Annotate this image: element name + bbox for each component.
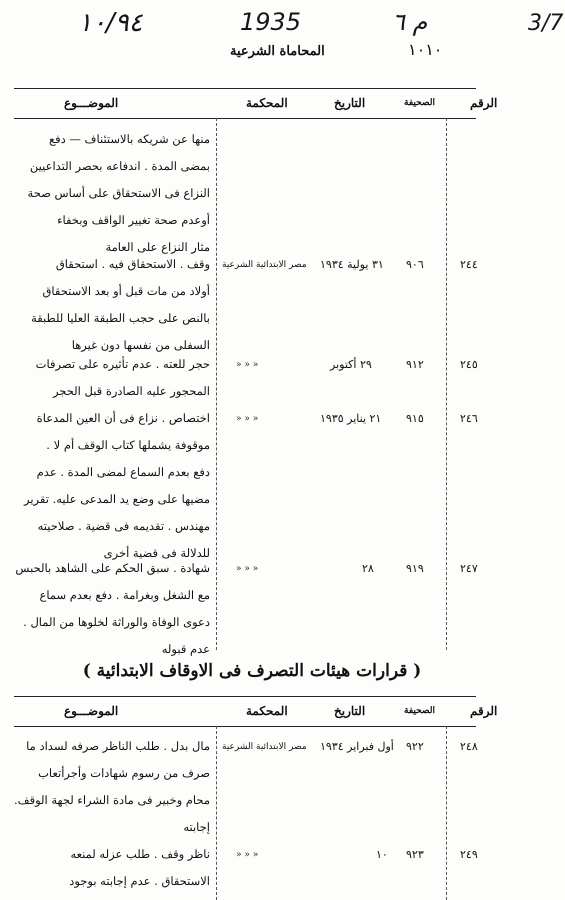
column-divider [216,118,217,650]
row-court: « « « [236,414,259,424]
row-number: ٢٤٧ [460,562,478,575]
handwritten-page-mark: م ٦ [392,8,428,36]
row-page: ٩١٥ [406,412,424,425]
col-number-header: الرقم [470,96,498,110]
subject-cell: منها عن شريكه بالاستئناف — دفع بمضى المدة . اندفاعه بحصر التداعيين النزاع فى الاستحقاق على أساس صحة أوعدم صحة تغيير الواقف وبخفاء مثار النزاع على العامة [27,132,210,254]
row-number: ٢٤٩ [460,848,478,861]
handwritten-reference: ١٠/٩٤ [78,8,143,38]
col-date-header: التاريخ [334,96,366,110]
col-subject-header: الموضـــوع [64,96,119,110]
column-divider [446,726,447,900]
subject-cell: وقف . الاستحقاق فيه . استحقاق أولاد من مات قبل أو بعد الاستحقاق بالنص على حجب الطبقة العليا للطبقة السفلى من نفسها دون غيرها [31,257,210,352]
subject-cell: حجر للعته . عدم تأثيره على تصرفات المحجور عليه الصادرة قبل الحجر [35,357,210,398]
row-page: ٩٢٢ [406,740,424,753]
row-page: ٩٢٣ [406,848,424,861]
row-number: ٢٤٤ [460,258,478,271]
header-rule [14,118,476,119]
row-court: « « « [236,850,259,860]
row-page: ٩٠٦ [406,258,424,271]
col-court-header: المحكمة [246,704,288,718]
row-date: ٢٨ [362,562,374,575]
row-court: مصر الابتدائية الشرعية [222,260,307,270]
row-number: ٢٤٨ [460,740,478,753]
section-title: ( قرارات هيئات التصرف فى الاوقاف الابتدائية ) [82,661,422,681]
subject-cell: شهادة . سبق الحكم على الشاهد بالحبس مع الشغل وبغرامة . دفع بعدم سماع دعوى الوفاة والوراثة لخلوها من المال . عدم قبوله [15,561,210,656]
col-subject-header: الموضـــوع [64,704,119,718]
subject-cell: مال بدل . طلب الناظر صرفه لسداد ما صرف من رسوم شهادات وأجرأتعاب محام وخبير فى مادة الشراء لجهة الوقف. إجابته [14,739,210,834]
col-page-header: الصحيفة [404,706,435,716]
page-number: ١٠١٠ [408,40,443,59]
subject-cell: ناظر وقف . طلب عزله لمنعه الاستحقاق . عدم إجابته بوجود [69,847,210,888]
row-date: ٢٩ أكتوبر [330,358,372,371]
row-page: ٩١٩ [406,562,424,575]
row-date: ١٠ [376,848,388,861]
row-court: « « « [236,360,259,370]
header-rule [14,726,476,727]
column-divider [446,118,447,650]
col-page-header: الصحيفة [404,98,435,108]
col-court-header: المحكمة [246,96,288,110]
running-title: المحاماة الشرعية [230,44,325,59]
row-date: أول فبراير ١٩٣٤ [320,740,394,753]
row-number: ٢٤٥ [460,358,478,371]
row-court: « « « [236,564,259,574]
row-number: ٢٤٦ [460,412,478,425]
subject-cell: اختصاص . نزاع فى أن العين المدعاة موقوفة يشملها كتاب الوقف أم لا . دفع بعدم السماع لمضى المدة . عدم مضيها على وضع يد المدعى عليه. تقرير مهندس . تقديمه فى قضية . صلاحيته للدلالة فى قضية أخرى [24,411,210,560]
column-divider [216,726,217,900]
corner-fraction: 3/7 [528,11,564,36]
row-court: مصر الابتدائية الشرعية [222,742,307,752]
row-date: ٢١ يناير ١٩٣٥ [320,412,382,425]
col-number-header: الرقم [470,704,498,718]
col-date-header: التاريخ [334,704,366,718]
row-page: ٩١٢ [406,358,424,371]
row-date: ٣١ يولية ١٩٣٤ [320,258,384,271]
handwritten-year: 1935 [240,8,302,36]
section-rule [14,696,476,697]
top-rule [14,88,476,89]
